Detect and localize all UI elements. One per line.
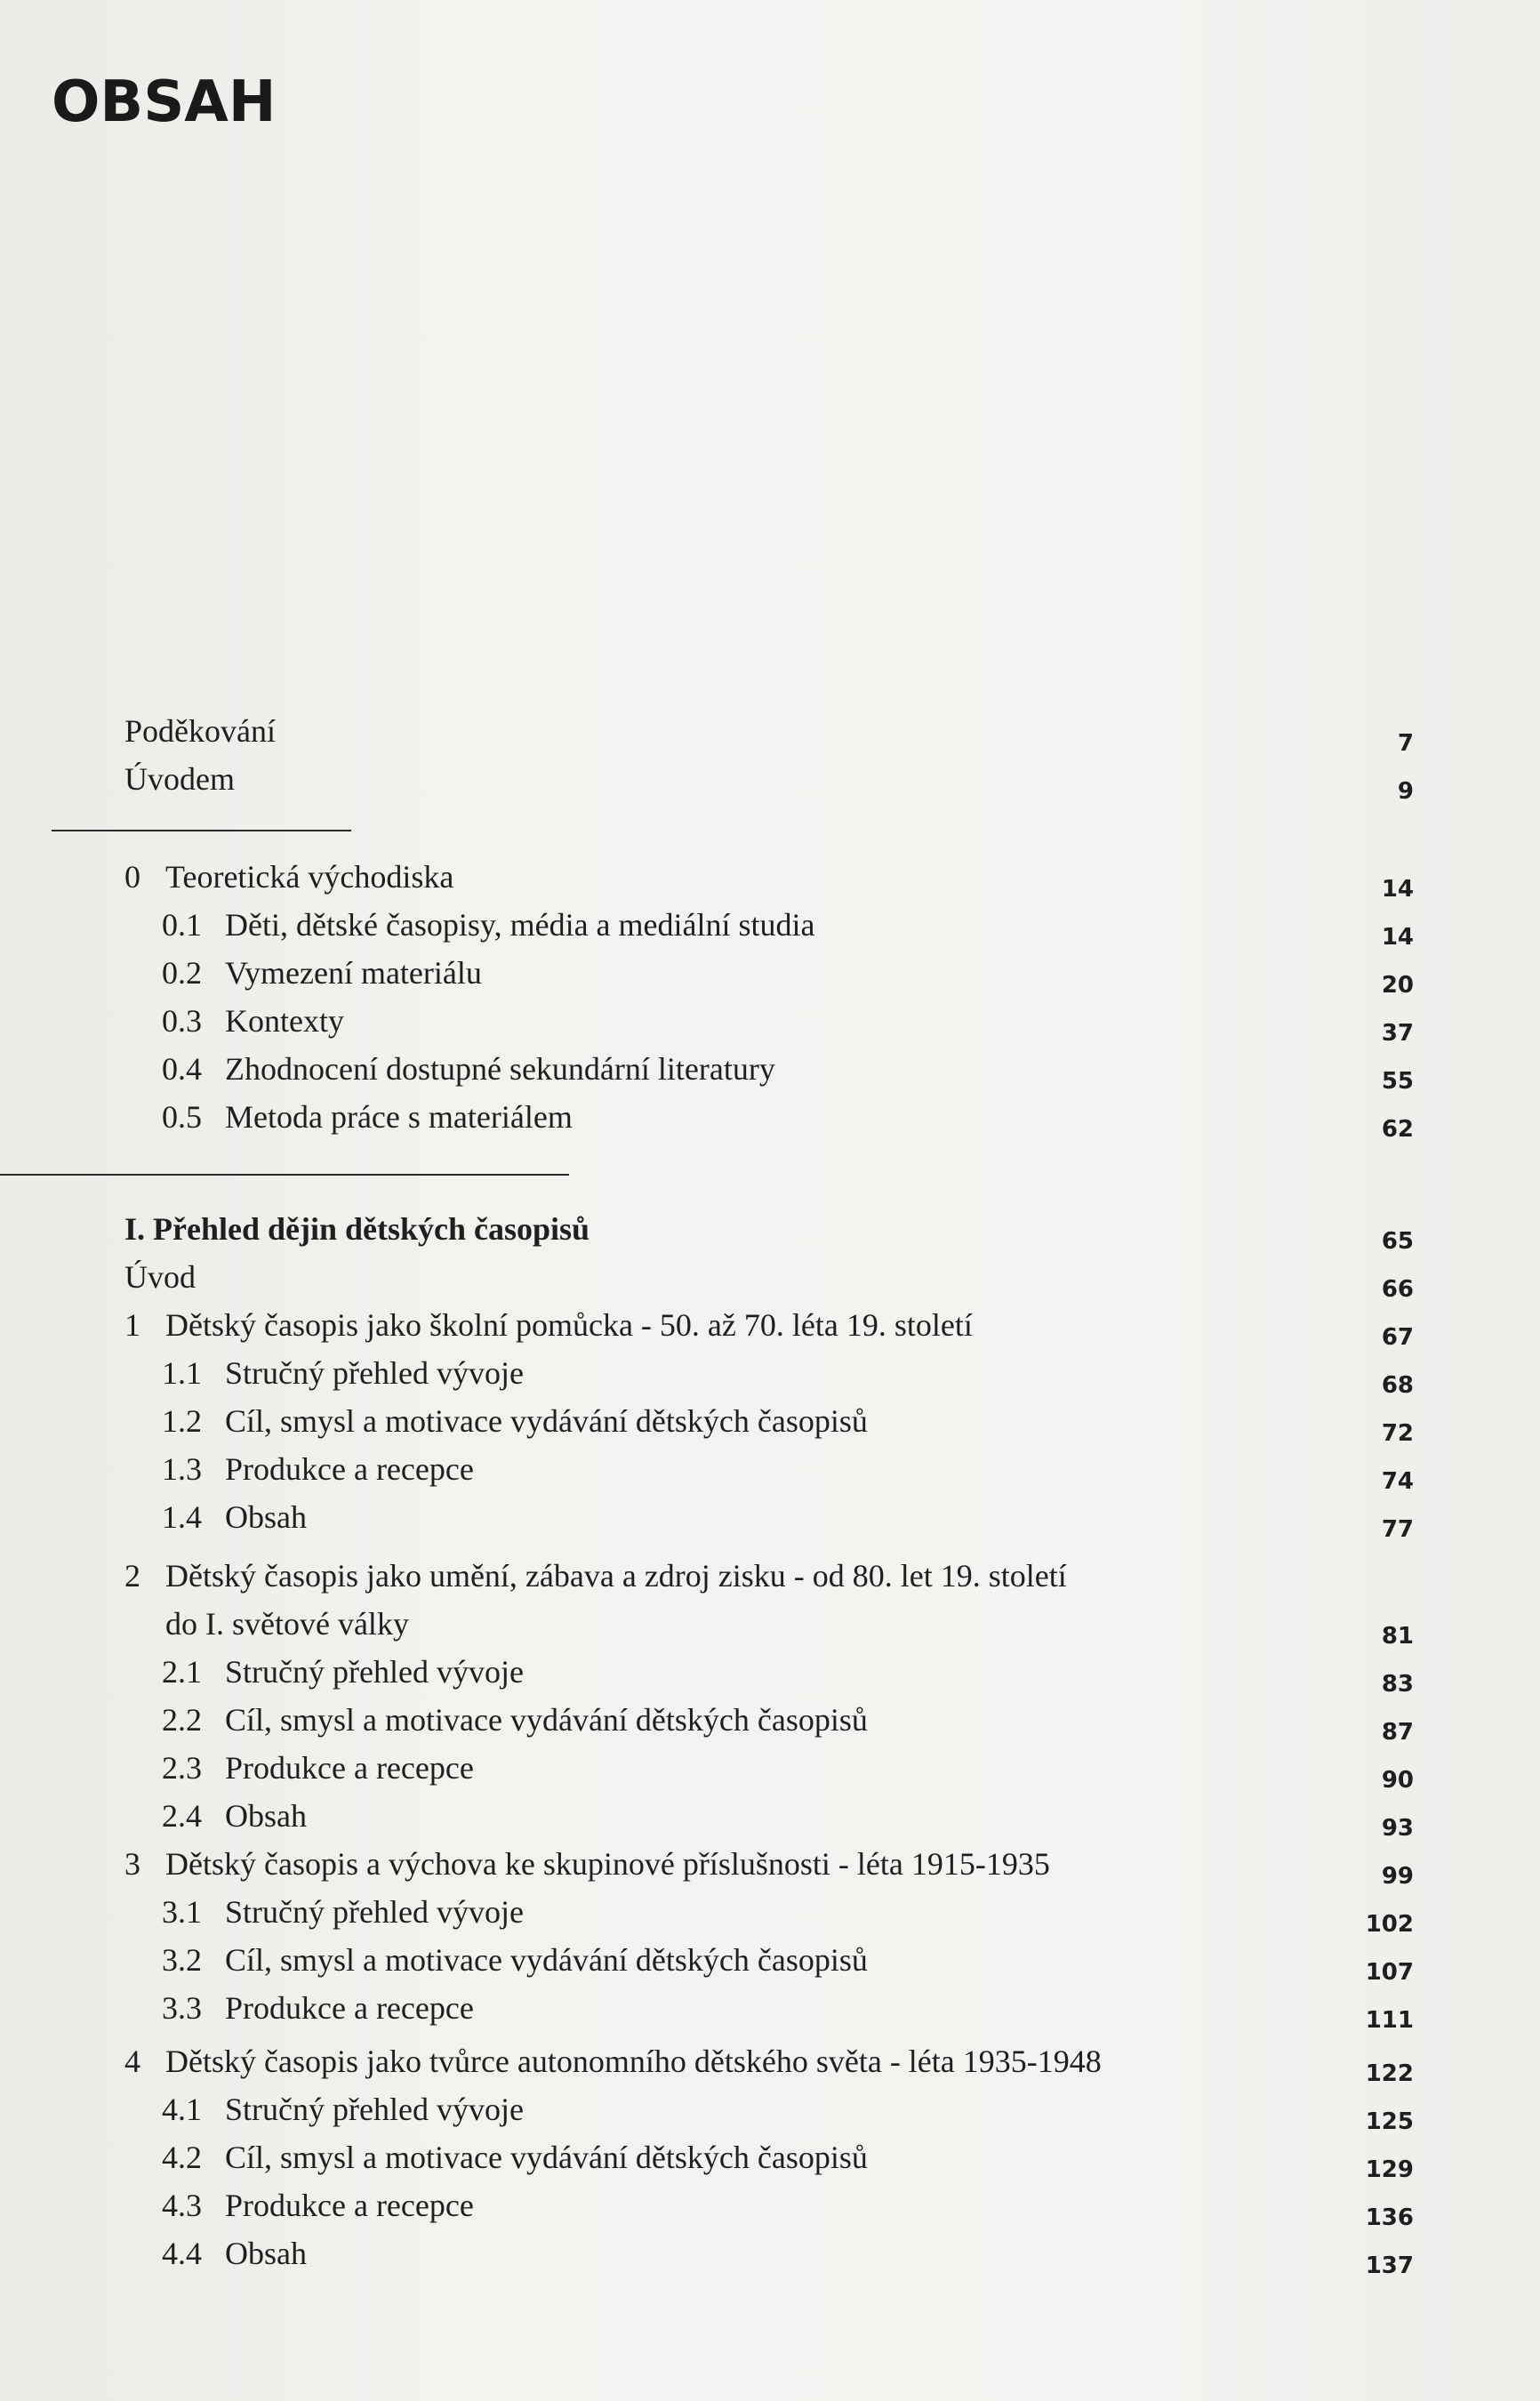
toc-page-number: 107 xyxy=(1365,1959,1414,1986)
toc-entry-podekovani[interactable] xyxy=(124,711,1414,761)
toc-entry-ch0-1[interactable] xyxy=(124,905,1414,955)
toc-entry-text: Cíl, smysl a motivace vydávání dětských časopisů xyxy=(225,2140,868,2175)
toc-entry-text: Úvod xyxy=(124,1259,196,1295)
toc-entry-text: Zhodnocení dostupné sekundární literatury xyxy=(225,1051,775,1087)
toc-entry-number: 1.4 xyxy=(162,1499,202,1535)
toc-entry-text: Cíl, smysl a motivace vydávání dětských časopisů xyxy=(225,1403,868,1439)
toc-page-number: 81 xyxy=(1381,1623,1414,1650)
toc-entry-part1[interactable] xyxy=(124,1209,1414,1259)
toc-entry-ch2-4[interactable] xyxy=(124,1796,1414,1846)
toc-entry-number: 2.3 xyxy=(162,1750,202,1786)
toc-page-number: 93 xyxy=(1381,1815,1414,1842)
toc-entry-uvodem[interactable] xyxy=(124,759,1414,809)
toc-entry-text-line1: Dětský časopis jako umění, zábava a zdroj zisku - od 80. let 19. století xyxy=(165,1558,1067,1594)
toc-entry-text: Produkce a recepce xyxy=(225,1750,474,1786)
toc-page-number: 99 xyxy=(1381,1863,1414,1890)
toc-page-number: 102 xyxy=(1365,1911,1414,1938)
toc-entry-text-line2: do I. světové války xyxy=(165,1606,409,1642)
toc-page-number: 90 xyxy=(1381,1767,1414,1794)
toc-page-number: 136 xyxy=(1365,2204,1414,2231)
toc-entry-number: 3 xyxy=(124,1846,140,1882)
toc-entry-text: Dětský časopis jako školní pomůcka - 50. až 70. léta 19. století xyxy=(165,1307,973,1343)
toc-entry-number: 3.3 xyxy=(162,1990,202,2026)
toc-entry-ch0[interactable] xyxy=(124,857,1414,907)
toc-entry-ch0-5[interactable] xyxy=(124,1097,1414,1147)
toc-entry-number: 3.1 xyxy=(162,1894,202,1930)
toc-entry-text: Děti, dětské časopisy, média a mediální studia xyxy=(225,907,815,943)
toc-entry-text: Produkce a recepce xyxy=(225,2188,474,2223)
toc-entry-number: 0.5 xyxy=(162,1099,202,1135)
toc-page-number: 55 xyxy=(1381,1068,1414,1095)
toc-entry-text: Stručný přehled vývoje xyxy=(225,2092,524,2127)
toc-page-number: 72 xyxy=(1381,1420,1414,1447)
toc-entry-number: 4.4 xyxy=(162,2236,202,2271)
toc-entry-text: Stručný přehled vývoje xyxy=(225,1894,524,1930)
toc-entry-number: 1.1 xyxy=(162,1355,202,1391)
toc-entry-number: 3.2 xyxy=(162,1942,202,1978)
toc-entry-ch2-2[interactable] xyxy=(124,1700,1414,1750)
toc-entry-number: 1.2 xyxy=(162,1403,202,1439)
toc-page-number: 68 xyxy=(1381,1372,1414,1399)
toc-entry-text: Teoretická východiska xyxy=(165,859,454,895)
toc-page-number: 20 xyxy=(1381,972,1414,999)
toc-entry-number: 0.2 xyxy=(162,955,202,991)
toc-page-number: 9 xyxy=(1397,778,1414,805)
toc-entry-ch3-2[interactable] xyxy=(124,1940,1414,1990)
toc-entry-number: 0.4 xyxy=(162,1051,202,1087)
toc-entry-number: 4 xyxy=(124,2044,140,2079)
toc-entry-number: 2.2 xyxy=(162,1702,202,1738)
toc-entry-text: Cíl, smysl a motivace vydávání dětských časopisů xyxy=(225,1942,868,1978)
toc-page-number: 122 xyxy=(1365,2060,1414,2087)
toc-entry-text: Produkce a recepce xyxy=(225,1990,474,2026)
toc-page-number: 65 xyxy=(1381,1228,1414,1255)
toc-entry-ch1-1[interactable] xyxy=(124,1353,1414,1403)
toc-entry-uvod[interactable] xyxy=(124,1257,1414,1307)
toc-entry-number: 4.3 xyxy=(162,2188,202,2223)
toc-page-number: 14 xyxy=(1381,876,1414,903)
toc-page-number: 111 xyxy=(1365,2007,1414,2034)
toc-page-number: 87 xyxy=(1381,1719,1414,1746)
toc-entry-ch0-3[interactable] xyxy=(124,1001,1414,1051)
toc-entry-ch4-3[interactable] xyxy=(124,2186,1414,2236)
toc-entry-text: Produkce a recepce xyxy=(225,1451,474,1487)
toc-entry-text: Cíl, smysl a motivace vydávání dětských časopisů xyxy=(225,1702,868,1738)
toc-entry-text: Stručný přehled vývoje xyxy=(225,1355,524,1391)
toc-entry-text: Úvodem xyxy=(124,761,235,797)
toc-entry-ch4-2[interactable] xyxy=(124,2138,1414,2188)
toc-entry-text: Dětský časopis jako tvůrce autonomního dětského světa - léta 1935-1948 xyxy=(165,2044,1102,2079)
toc-entry-ch3[interactable] xyxy=(124,1844,1414,1894)
toc-entry-ch1[interactable] xyxy=(124,1305,1414,1355)
toc-entry-ch4-1[interactable] xyxy=(124,2090,1414,2140)
section-divider xyxy=(52,830,351,831)
toc-page-number: 83 xyxy=(1381,1671,1414,1698)
toc-page-number: 14 xyxy=(1381,924,1414,951)
page-title: OBSAH xyxy=(52,69,277,135)
toc-entry-text: Kontexty xyxy=(225,1003,344,1039)
toc-entry-ch2-1[interactable] xyxy=(124,1652,1414,1702)
toc-page-number: 74 xyxy=(1381,1468,1414,1495)
toc-entry-ch2-3[interactable] xyxy=(124,1748,1414,1798)
toc-entry-text: Obsah xyxy=(225,1499,307,1535)
toc-entry-ch1-2[interactable] xyxy=(124,1401,1414,1451)
toc-entry-text: Stručný přehled vývoje xyxy=(225,1654,524,1690)
toc-page-number: 137 xyxy=(1365,2252,1414,2279)
toc-page-number: 62 xyxy=(1381,1116,1414,1143)
toc-entry-number: 1 xyxy=(124,1307,140,1343)
toc-entry-ch0-2[interactable] xyxy=(124,953,1414,1003)
toc-page-number: 129 xyxy=(1365,2156,1414,2183)
toc-entry-text: Obsah xyxy=(225,1798,307,1834)
toc-page-number: 125 xyxy=(1365,2108,1414,2135)
toc-page-number: 37 xyxy=(1381,1020,1414,1047)
toc-entry-text: Dětský časopis a výchova ke skupinové příslušnosti - léta 1915-1935 xyxy=(165,1846,1050,1882)
toc-entry-text: Obsah xyxy=(225,2236,307,2271)
toc-entry-ch3-3[interactable] xyxy=(124,1988,1414,2038)
toc-page-number: 67 xyxy=(1381,1324,1414,1351)
toc-page-number: 77 xyxy=(1381,1516,1414,1543)
toc-entry-number: 0 xyxy=(124,859,140,895)
toc-entry-number: 1.3 xyxy=(162,1451,202,1487)
section-divider xyxy=(0,1174,569,1176)
toc-page-number: 66 xyxy=(1381,1276,1414,1303)
toc-entry-number: 4.2 xyxy=(162,2140,202,2175)
toc-entry-ch1-3[interactable] xyxy=(124,1449,1414,1499)
toc-entry-ch4[interactable] xyxy=(124,2042,1414,2092)
toc-entry-text: I. Přehled dějin dětských časopisů xyxy=(124,1211,590,1247)
toc-entry-number: 2.1 xyxy=(162,1654,202,1690)
toc-entry-number: 0.1 xyxy=(162,907,202,943)
toc-page-number: 7 xyxy=(1397,730,1414,757)
toc-entry-text: Poděkování xyxy=(124,713,276,749)
toc-entry-number: 0.3 xyxy=(162,1003,202,1039)
toc-entry-number: 2 xyxy=(124,1558,140,1594)
toc-entry-ch0-4[interactable] xyxy=(124,1049,1414,1099)
toc-entry-ch2[interactable] xyxy=(124,1556,1414,1654)
toc-entry-text: Metoda práce s materiálem xyxy=(225,1099,573,1135)
toc-entry-number: 4.1 xyxy=(162,2092,202,2127)
toc-entry-ch1-4[interactable] xyxy=(124,1498,1414,1547)
toc-entry-ch3-1[interactable] xyxy=(124,1892,1414,1942)
toc-entry-number: 2.4 xyxy=(162,1798,202,1834)
toc-entry-text: Vymezení materiálu xyxy=(225,955,482,991)
toc-entry-ch4-4[interactable] xyxy=(124,2234,1414,2284)
